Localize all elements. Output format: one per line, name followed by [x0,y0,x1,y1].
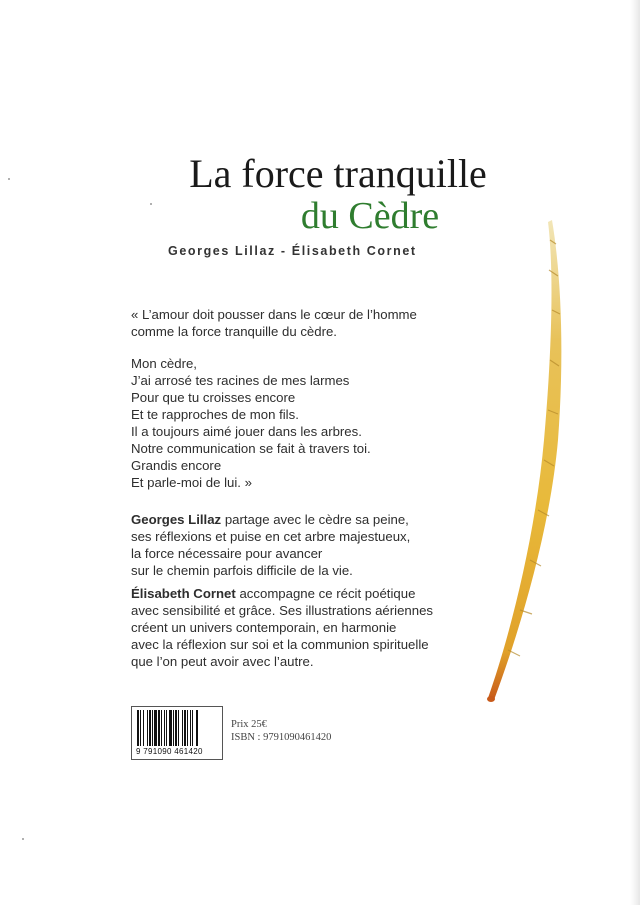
quote-line: comme la force tranquille du cèdre. [131,324,337,339]
barcode-bar [137,710,139,746]
quote-block [131,306,417,340]
author-bio-georges [131,511,410,579]
poem-line: J’ai arrosé tes racines de mes larmes [131,373,350,388]
barcode-bars [137,710,217,746]
barcode [131,706,223,760]
bio-line: créent un univers contemporain, en harmonie [131,620,397,635]
paper-speck [22,838,24,840]
barcode-bar [173,710,174,746]
isbn-label: ISBN : 9791090461420 [231,732,332,743]
poem-line: Notre communication se fait à travers toi. [131,441,371,456]
bio-line: la force nécessaire pour avancer [131,546,323,561]
barcode-bar [147,710,148,746]
barcode-bar [196,710,198,746]
page-edge-shadow [630,0,640,905]
author-bio-elisabeth [131,585,433,670]
bio-first-line [131,585,433,602]
barcode-bar [184,710,186,746]
poem-line: Et te rapproches de mon fils. [131,407,299,422]
bio-line: sur le chemin parfois difficile de la vie. [131,563,353,578]
poem-line: Grandis encore [131,458,222,473]
barcode-bar [161,710,162,746]
barcode-number: 9 791090 461420 [136,747,203,756]
barcode-bar [190,710,191,746]
poem-line: Mon cèdre, [131,356,197,371]
quote-line: « L’amour doit pousser dans le cœur de l’homme [131,307,417,322]
barcode-bar [187,710,188,746]
book-subtitle: du Cèdre [300,195,440,237]
price-isbn-block [231,718,331,744]
price-label: Prix 25€ [231,719,267,730]
barcode-bar [166,710,167,746]
poem-line: Et parle-moi de lui. » [131,475,252,490]
poem-block [131,355,371,491]
barcode-bar [143,710,144,746]
book-title: La force tranquille [189,151,487,196]
barcode-bar [158,710,160,746]
barcode-bar [154,710,157,746]
author-name: Élisabeth Cornet [131,586,236,601]
barcode-bar [178,710,179,746]
poem-line: Pour que tu croisses encore [131,390,296,405]
barcode-bar [140,710,141,746]
bio-line: que l’on peut avoir avec l’autre. [131,654,314,669]
cedar-tip [487,696,495,702]
barcode-bar [169,710,172,746]
cedar-illustration [470,210,570,710]
bio-line: avec sensibilité et grâce. Ses illustrations aériennes [131,603,434,618]
authors-line: Georges Lillaz - Élisabeth Cornet [168,244,417,258]
bio-line: avec la réflexion sur soi et la communion spirituelle [131,637,429,652]
cedar-stroke [488,220,561,700]
bio-text: accompagne ce récit poétique [235,586,416,601]
barcode-bar [192,710,193,746]
barcode-bar [149,710,151,746]
author-name: Georges Lillaz [131,512,222,527]
barcode-bar [182,710,183,746]
bio-line: ses réflexions et puise en cet arbre majestueux, [131,529,411,544]
poem-line: Il a toujours aimé jouer dans les arbres. [131,424,362,439]
barcode-bar [152,710,153,746]
barcode-bar [164,710,165,746]
barcode-bar [175,710,177,746]
bio-text: partage avec le cèdre sa peine, [221,512,409,527]
bio-first-line [131,511,410,528]
